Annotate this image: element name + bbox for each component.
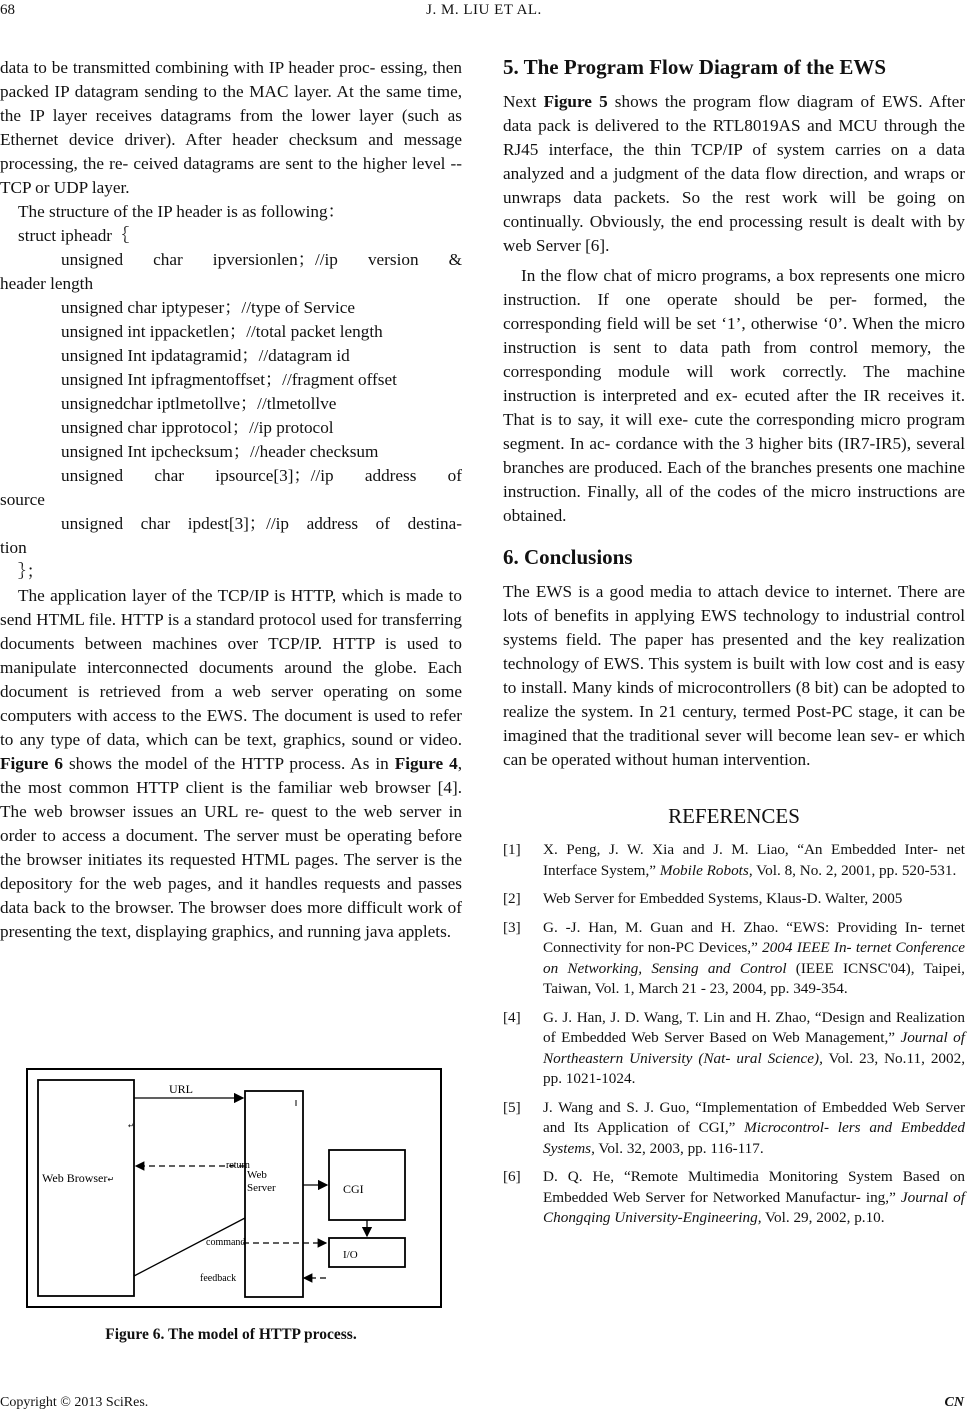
copyright-footer: Copyright © 2013 SciRes. <box>0 1395 149 1410</box>
struct-field-10: unsigned char ipdest[3]；//ip address of destina- <box>61 514 462 533</box>
command-label: command <box>206 1237 246 1248</box>
reference-item: [3] G. -J. Han, M. Guan and H. Zhao. “EWS: Providing In- ternet Connectivity for non-PC Devices,” 2004 IEEE In- ternet Conference on Networking, Sensing and Control (IEEE ICNSC'04), Taipei, Taiwan, Vol. 1, March 21 - 23, 2004, pp. 349-354. <box>503 918 965 997</box>
journal-abbreviation: CN <box>944 1395 964 1410</box>
struct-field-8: unsigned Int ipchecksum；//header checksum <box>61 442 379 461</box>
section-5-text-b: shows the program flow diagram of EWS. After data pack is delivered to the RTL8019AS and MCU through the RJ45 interface, the thin TCP/IP of system carries on a data analyzed and a judgment of the data flow direction, and wraps or unwraps data packets. So the rest work will be going on continually. Obviously, the end processing result is dealt with by web Server [6]. <box>503 92 965 255</box>
figure-6-caption: Figure 6. The model of HTTP process. <box>105 1326 357 1343</box>
figure-outer-frame <box>27 1069 441 1307</box>
struct-field-2: unsigned char iptypeser；//type of Service <box>61 298 356 317</box>
running-header-authors: J. M. LIU ET AL. <box>426 2 542 18</box>
web-browser-box <box>38 1080 134 1296</box>
section-5-paragraph-2: In the flow chat of micro programs, a box represents one micro instruction. If one operate should be per- formed, the corresponding field will be set ‘1’, otherwise ‘0’. When the micro instruction is sent to data path from control memory, the corresponding module will work correctly. The machine instruction is interpreted and ex- ecuted after the IR receives it. That is to say, it will exe- cute the corresponding micro program segment. In ac- cordance with the 3 higher bits (IR7-IR5), several branches are produced. Each of the branches presents one machine instruction. Finally, all of the codes of the micro instructions are obtained. <box>503 266 965 525</box>
figure-6-http-model <box>26 1068 442 1308</box>
small-mark: ↵ <box>128 1122 134 1130</box>
intro-paragraph: data to be transmitted combining with IP header proc- essing, then packed IP datagram sending to the MAC layer. At the same time, the IP layer receives datagrams from the lower layer (such as Ethernet device driver). After header checksum and message processing, the re- ceived datagrams are sent to the higher level -- TCP or UDP layer. <box>0 58 462 197</box>
struct-intro: The structure of the IP header is as following： <box>18 202 345 221</box>
feedback-label: feedback <box>200 1273 237 1284</box>
figure-4-reference[interactable]: Figure 4 <box>394 754 458 773</box>
reference-number: [1] <box>503 841 521 858</box>
struct-open: struct ipheadr｛ <box>18 226 130 245</box>
section-5-text-a: Next <box>503 92 544 111</box>
http-paragraph <box>0 584 462 944</box>
struct-field-3: unsigned int ippacketlen；//total packet length <box>61 322 383 341</box>
section-6-heading: 6. Conclusions <box>503 545 633 569</box>
http-paragraph-text-b: shows the model of the HTTP process. As in <box>62 754 395 773</box>
io-label: I/O <box>343 1249 358 1261</box>
web-browser-label: Web Browser↵ <box>42 1171 115 1185</box>
struct-field-7: unsigned char ipprotocol；//ip protocol <box>61 418 334 437</box>
reference-number: [5] <box>503 1098 521 1116</box>
reference-number: [4] <box>503 1008 521 1026</box>
reference-item: [5] J. Wang and S. J. Guo, “Implementation of Embedded Web Server and Its Application of CGI,” Microcontrol- lers and Embedded Systems, Vol. 32, 2003, pp. 116-117. <box>503 1098 965 1157</box>
reference-number: [3] <box>503 918 521 936</box>
reference-item: [2] Web Server for Embedded Systems, Klaus-D. Walter, 2005 <box>503 889 965 910</box>
struct-field-9: unsigned char ipsource[3]；//ip address of <box>61 466 462 485</box>
reference-item: [1] X. Peng, J. W. Xia and J. M. Liao, “An Embedded Inter- net Interface System,” Mobile Robots, Vol. 8, No. 2, 2001, pp. 520-531. <box>503 841 965 879</box>
cgi-box <box>329 1150 405 1220</box>
reference-item: [6] D. Q. He, “Remote Multimedia Monitoring System Based on Embedded Web Server for Networked Manufactur- ing,” Journal of Chongqing University-Engineering, Vol. 29, 2002, p.10. <box>503 1168 965 1226</box>
struct-field-6: unsignedchar iptlmetollve；//tlmetollve <box>61 394 337 413</box>
page-number: 68 <box>0 2 15 18</box>
reference-number: [6] <box>503 1168 521 1185</box>
figure-6-reference[interactable]: Figure 6 <box>0 754 63 773</box>
references-list <box>503 840 965 1229</box>
struct-close: ｝； <box>18 562 44 581</box>
url-label: URL <box>169 1082 193 1096</box>
io-box <box>329 1238 405 1267</box>
struct-field-4: unsigned Int ipdatagramid；//datagram id <box>61 346 350 365</box>
reference-number: [2] <box>503 890 521 907</box>
http-paragraph-text-a: The application layer of the TCP/IP is HTTP, which is made to send HTML file. HTTP is a standard protocol used for transferring documents between machines over TCP/IP. HTTP is used to manipulate interconnected documents around the globe. Each document is retrieved from a web server operating on some computers with access to the EWS. The document is used to refer to any type of data, which can be text, graphics, sound or video. <box>0 586 462 749</box>
right-column <box>503 52 965 1237</box>
section-5-paragraph-1 <box>503 90 965 258</box>
ip-header-struct <box>0 200 462 584</box>
web-server-label-2: Server <box>247 1182 276 1194</box>
left-column <box>0 56 462 944</box>
figure-5-reference[interactable]: Figure 5 <box>543 92 608 111</box>
struct-field-10-cont: tion <box>0 538 27 557</box>
return-label: return <box>226 1160 250 1171</box>
struct-field-1-cont: header length <box>0 274 94 293</box>
cgi-label: CGI <box>343 1182 364 1196</box>
web-server-label-1: Web <box>247 1169 267 1181</box>
references-heading: REFERENCES <box>668 804 800 828</box>
web-server-box <box>245 1091 303 1297</box>
struct-field-1: unsigned char ipversionlen；//ip version & <box>61 250 462 269</box>
section-5-heading: 5. The Program Flow Diagram of the EWS <box>503 55 887 79</box>
section-6-paragraph: The EWS is a good media to attach device to internet. There are lots of benefits in applying EWS technology to industrial control systems field. The paper has presented and the key realization technology of EWS. This system is built with low cost and is easy to install. Many kinds of microcontrollers (8 bit) can be adopted to realize the system. In 21 century, termed Post-PC stage, it can be imagined that the traditional sever will become lean sev- er which can be operated without human intervention. <box>503 582 965 769</box>
struct-field-9-cont: source <box>0 490 45 509</box>
struct-field-5: unsigned Int ipfragmentoffset；//fragment offset <box>61 370 397 389</box>
http-paragraph-text-c: , the most common HTTP client is the familiar web browser [4]. The web browser issues an URL re- quest to the web server in order to access a document. The server must be operating before the browser initiates its requested HTML pages. The server is the depository for the web pages, and it handles requests and passes data back to the browser. The browser does more difficult work of presenting the text, displaying graphics, and running java applets. <box>0 754 462 941</box>
reference-item: [4] G. J. Han, J. D. Wang, T. Lin and H. Zhao, “Design and Realization of Embedded Web Server Based on Web Management,” Journal of Northeastern University (Nat- ural Science), Vol. 23, No.11, 2002, pp. 1021-1024. <box>503 1008 965 1087</box>
